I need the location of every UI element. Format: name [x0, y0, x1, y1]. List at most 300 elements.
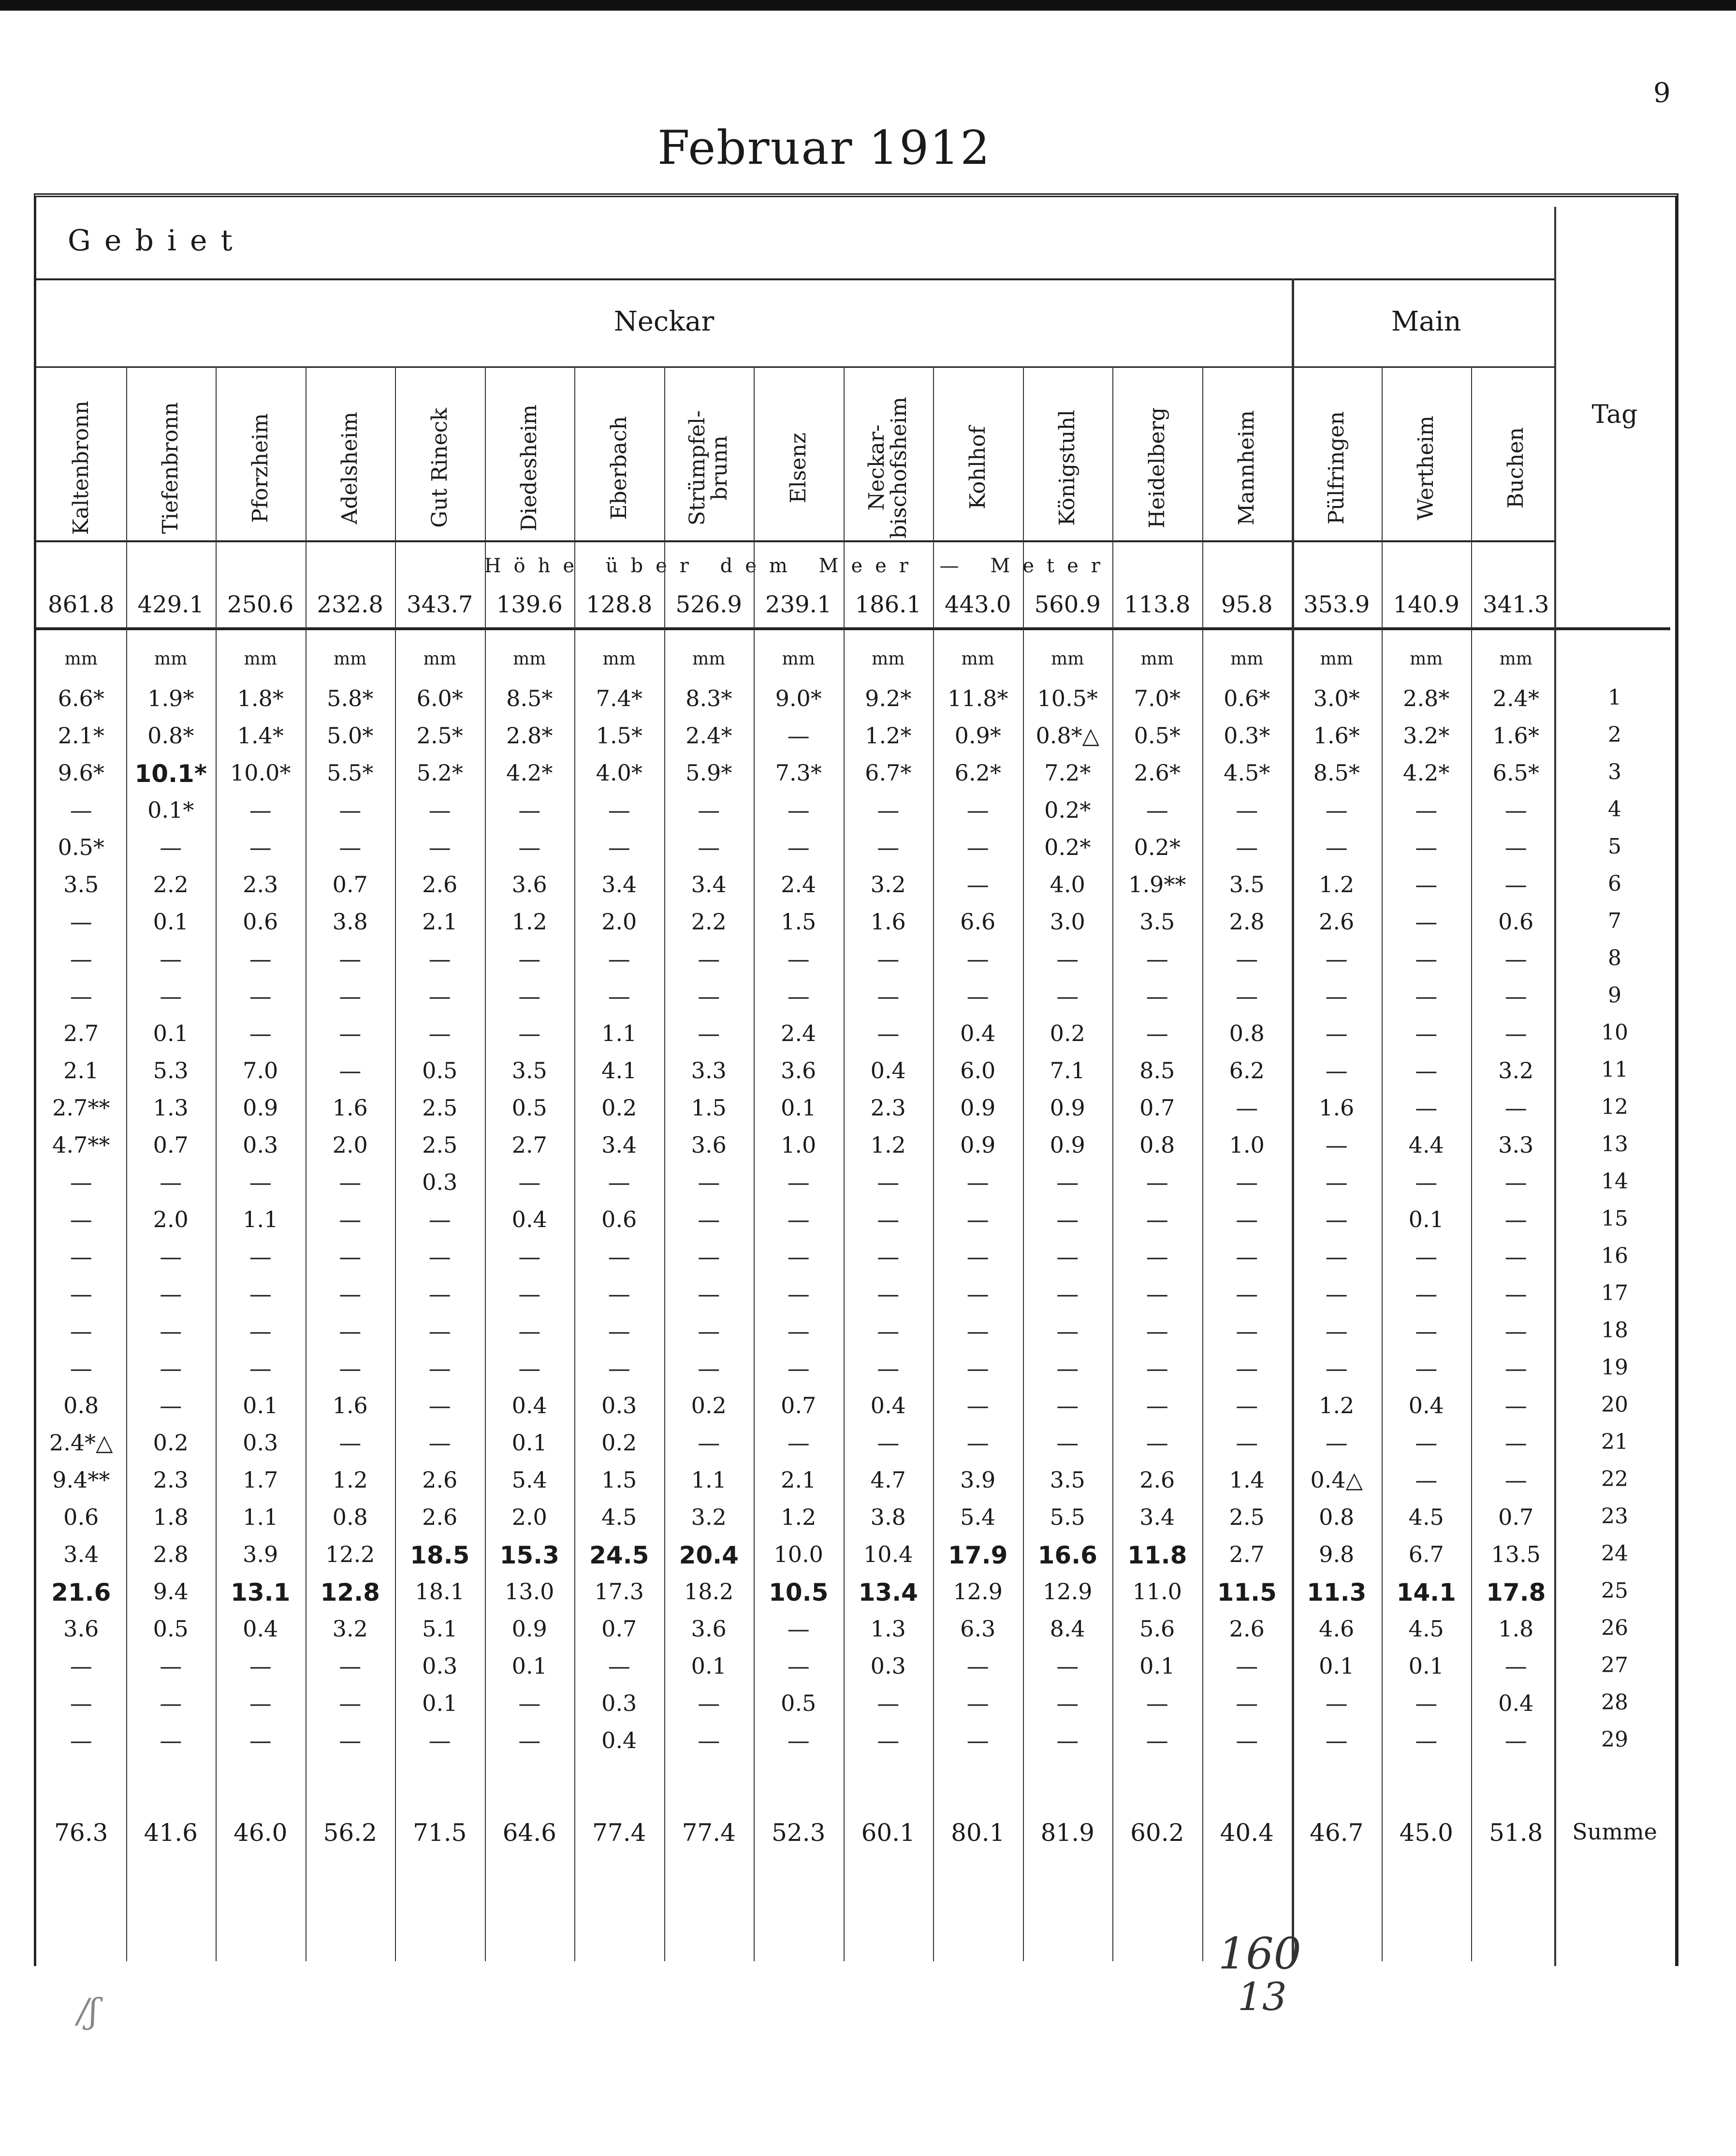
table-cell: —	[428, 1281, 451, 1307]
table-cell: —	[428, 1430, 451, 1456]
station-elevation: 560.9	[1034, 591, 1101, 618]
station-name: Gut Rineck	[427, 407, 452, 528]
monthly-sum: 77.4	[682, 1819, 736, 1847]
table-cell: 9.4	[153, 1578, 189, 1605]
table-cell: —	[1415, 1169, 1438, 1195]
table-cell: —	[518, 797, 541, 823]
table-cell: —	[608, 834, 630, 860]
table-cell: 9.8	[1319, 1541, 1355, 1567]
table-cell: —	[1236, 1206, 1258, 1232]
table-cell: —	[1325, 1318, 1348, 1344]
unit-label: mm	[1320, 649, 1353, 669]
table-cell: —	[428, 834, 451, 860]
unit-label: mm	[1410, 649, 1443, 669]
table-cell: 0.1	[243, 1392, 278, 1418]
table-cell: 4.2*	[506, 760, 553, 786]
table-cell: —	[1415, 1095, 1438, 1121]
table-cell: —	[1146, 946, 1168, 972]
table-cell: —	[877, 946, 900, 972]
table-cell: —	[787, 1430, 810, 1456]
day-number: 21	[1601, 1430, 1628, 1454]
table-cell: —	[966, 834, 989, 860]
day-number: 14	[1601, 1169, 1628, 1194]
table-cell: —	[1236, 946, 1258, 972]
monthly-sum: 81.9	[1040, 1819, 1094, 1847]
table-cell: —	[698, 797, 720, 823]
table-cell: 13.1	[231, 1578, 291, 1606]
table-cell: —	[249, 983, 272, 1009]
table-cell: —	[160, 1727, 182, 1753]
table-cell: —	[70, 1281, 92, 1307]
table-cell: —	[518, 1690, 541, 1716]
table-cell: 17.8	[1486, 1578, 1546, 1606]
table-cell: —	[787, 983, 810, 1009]
table-cell: 4.5	[1408, 1504, 1444, 1530]
table-cell: —	[1504, 1020, 1527, 1046]
table-cell: 3.6	[691, 1616, 727, 1642]
table-cell: 2.1	[781, 1467, 817, 1493]
table-cell: 0.2	[153, 1430, 189, 1456]
station-name: Tiefenbronn	[158, 402, 183, 534]
table-cell: —	[1415, 871, 1438, 897]
table-cell: —	[160, 1653, 182, 1679]
table-cell: —	[1325, 1244, 1348, 1270]
station-name: Wertheim	[1414, 415, 1439, 521]
table-cell: 0.9	[243, 1095, 278, 1121]
day-number: 10	[1601, 1020, 1628, 1045]
table-cell: —	[1236, 983, 1258, 1009]
table-cell: 0.4	[960, 1020, 996, 1046]
table-cell: —	[787, 1281, 810, 1307]
table-cell: —	[339, 1690, 362, 1716]
station-elevation: 443.0	[945, 591, 1011, 618]
table-cell: —	[698, 1430, 720, 1456]
table-cell: 4.1	[601, 1057, 637, 1084]
table-cell: —	[160, 983, 182, 1009]
table-cell: —	[428, 983, 451, 1009]
table-cell: —	[698, 946, 720, 972]
table-cell: —	[1236, 1653, 1258, 1679]
monthly-sum: 51.8	[1489, 1819, 1543, 1847]
table-cell: 3.5	[1050, 1467, 1085, 1493]
table-cell: 2.4	[781, 1020, 817, 1046]
table-cell: —	[1146, 983, 1168, 1009]
day-number: 24	[1601, 1541, 1628, 1566]
table-cell: 3.5	[511, 1057, 547, 1084]
station-header	[664, 381, 754, 555]
monthly-sum: 46.0	[233, 1819, 288, 1847]
table-cell: 0.3*	[1224, 723, 1270, 749]
table-cell: 2.8*	[506, 723, 553, 749]
table-cell: 11.5	[1217, 1578, 1277, 1606]
table-cell: 6.3	[960, 1616, 996, 1642]
table-cell: —	[1146, 1727, 1168, 1753]
unit-label: mm	[1140, 649, 1174, 669]
table-cell: 2.1	[63, 1057, 99, 1084]
table-cell: —	[966, 1690, 989, 1716]
table-cell: 12.9	[1043, 1578, 1093, 1605]
table-cell: 0.1	[153, 1020, 189, 1046]
table-cell: —	[1415, 1244, 1438, 1270]
table-cell: —	[1056, 1430, 1079, 1456]
table-cell: 4.5	[601, 1504, 637, 1530]
table-cell: —	[1415, 909, 1438, 935]
table-cell: 5.8*	[327, 685, 374, 711]
table-cell: —	[339, 1355, 362, 1381]
table-cell: 3.3	[1498, 1132, 1534, 1158]
table-cell: 6.2	[1229, 1057, 1265, 1084]
table-cell: 5.3	[153, 1057, 189, 1084]
table-cell: 1.4*	[237, 723, 284, 749]
day-column-header: Tag	[1591, 400, 1638, 429]
table-cell: —	[518, 1355, 541, 1381]
table-cell: —	[1236, 834, 1258, 860]
table-cell: —	[160, 946, 182, 972]
table-cell: —	[339, 1057, 362, 1084]
table-cell: 1.9*	[147, 685, 194, 711]
table-cell: —	[1415, 834, 1438, 860]
monthly-sum: 80.1	[951, 1819, 1005, 1847]
table-cell: —	[70, 1727, 92, 1753]
table-cell: —	[1056, 983, 1079, 1009]
table-cell: 4.4	[1408, 1132, 1444, 1158]
table-cell: 10.5*	[1037, 685, 1098, 711]
table-cell: —	[1504, 1281, 1527, 1307]
table-cell: 1.1	[601, 1020, 637, 1046]
table-cell: 1.2	[511, 909, 547, 935]
day-number: 29	[1601, 1727, 1628, 1752]
table-cell: 0.7	[153, 1132, 189, 1158]
station-name: Neckar- bischofsheim	[864, 397, 912, 539]
day-number: 16	[1601, 1244, 1628, 1268]
table-cell: —	[877, 1169, 900, 1195]
table-cell: 3.6	[691, 1132, 727, 1158]
table-cell: 0.3	[422, 1169, 458, 1195]
table-cell: 2.0	[511, 1504, 547, 1530]
table-cell: 3.5	[1139, 909, 1175, 935]
station-header	[844, 381, 934, 555]
table-cell: —	[698, 1727, 720, 1753]
table-cell: —	[787, 1727, 810, 1753]
day-number: 7	[1608, 909, 1621, 933]
table-cell: —	[877, 1281, 900, 1307]
table-cell: 0.2	[601, 1430, 637, 1456]
table-cell: —	[339, 1169, 362, 1195]
table-cell: 4.0	[1050, 871, 1085, 897]
table-cell: 11.3	[1307, 1578, 1367, 1606]
table-cell: —	[70, 1318, 92, 1344]
unit-label: mm	[334, 649, 367, 669]
unit-label: mm	[1230, 649, 1264, 669]
unit-label: mm	[602, 649, 636, 669]
table-cell: 2.7	[63, 1020, 99, 1046]
table-cell: 0.4	[511, 1392, 547, 1418]
station-header	[1112, 381, 1202, 555]
table-cell: —	[1236, 1430, 1258, 1456]
table-cell: 2.5	[422, 1132, 458, 1158]
table-cell: —	[249, 1020, 272, 1046]
table-cell: 5.2*	[416, 760, 463, 786]
table-cell: 2.3	[243, 871, 278, 897]
unit-label: mm	[782, 649, 815, 669]
table-cell: —	[966, 1430, 989, 1456]
station-header	[1382, 381, 1472, 555]
table-cell: 7.1	[1050, 1057, 1085, 1084]
monthly-sum: 77.4	[592, 1819, 646, 1847]
table-cell: —	[1056, 1318, 1079, 1344]
table-cell: 0.3	[422, 1653, 458, 1679]
table-cell: —	[1325, 1727, 1348, 1753]
table-cell: 2.6	[422, 871, 458, 897]
station-header	[1292, 381, 1382, 555]
table-cell: —	[339, 1244, 362, 1270]
unit-label: mm	[1499, 649, 1532, 669]
table-cell: —	[1325, 946, 1348, 972]
table-cell: 2.2	[691, 909, 727, 935]
table-cell: 0.9	[960, 1095, 996, 1121]
station-elevation: 113.8	[1124, 591, 1191, 618]
table-cell: —	[877, 1690, 900, 1716]
table-cell: —	[698, 1169, 720, 1195]
table-cell: 4.5*	[1224, 760, 1270, 786]
table-cell: 9.6*	[58, 760, 104, 786]
table-cell: 7.0	[243, 1057, 278, 1084]
table-cell: 3.6	[63, 1616, 99, 1642]
table-cell: —	[1504, 1653, 1527, 1679]
table-cell: —	[1504, 1095, 1527, 1121]
table-cell: —	[339, 1206, 362, 1232]
table-cell: —	[1415, 1318, 1438, 1344]
table-cell: 1.9**	[1128, 871, 1186, 897]
table-cell: 0.7	[601, 1616, 637, 1642]
table-cell: —	[1325, 834, 1348, 860]
station-name: Strümpfel- brunn	[685, 410, 732, 526]
table-cell: 1.5	[781, 909, 817, 935]
table-cell: 3.2	[870, 871, 906, 897]
table-cell: 0.1	[781, 1095, 817, 1121]
table-cell: —	[1146, 1392, 1168, 1418]
table-cell: 1.8*	[237, 685, 284, 711]
table-cell: 4.7	[870, 1467, 906, 1493]
table-cell: —	[608, 1281, 630, 1307]
table-cell: —	[1415, 983, 1438, 1009]
table-cell: 8.3*	[686, 685, 732, 711]
rainfall-table	[34, 193, 1678, 1966]
group-header-main: Main	[1391, 306, 1461, 337]
table-cell: —	[966, 871, 989, 897]
table-cell: 0.4	[870, 1057, 906, 1084]
table-cell: 2.2	[153, 871, 189, 897]
table-cell: —	[1504, 1244, 1527, 1270]
table-cell: 10.1*	[134, 760, 207, 788]
table-cell: —	[1146, 1690, 1168, 1716]
station-header	[1202, 381, 1292, 555]
table-cell: 1.6	[870, 909, 906, 935]
table-cell: —	[339, 946, 362, 972]
station-elevation: 526.9	[675, 591, 742, 618]
table-cell: —	[966, 797, 989, 823]
table-cell: 7.3*	[775, 760, 822, 786]
table-cell: —	[518, 983, 541, 1009]
day-number: 19	[1601, 1355, 1628, 1380]
table-cell: —	[1146, 1318, 1168, 1344]
station-header	[485, 381, 575, 555]
table-cell: —	[1236, 1244, 1258, 1270]
table-cell: —	[1146, 1020, 1168, 1046]
table-cell: —	[787, 1318, 810, 1344]
table-cell: —	[428, 1318, 451, 1344]
table-cell: 0.5	[781, 1690, 817, 1716]
table-cell: 0.1*	[147, 797, 194, 823]
table-cell: —	[1056, 1653, 1079, 1679]
table-cell: —	[1056, 1355, 1079, 1381]
table-cell: 1.1	[243, 1206, 278, 1232]
region-label: Gebiet	[68, 224, 246, 258]
station-name: Kaltenbronn	[68, 401, 93, 535]
table-cell: —	[1236, 1727, 1258, 1753]
table-cell: —	[1504, 1467, 1527, 1493]
table-cell: —	[1504, 946, 1527, 972]
station-header	[933, 381, 1023, 555]
station-header	[306, 381, 395, 555]
table-cell: 0.8	[1139, 1132, 1175, 1158]
monthly-sum: 45.0	[1399, 1819, 1453, 1847]
station-name: Mannheim	[1234, 410, 1259, 526]
table-cell: 0.6	[1498, 909, 1534, 935]
table-cell: —	[1146, 1244, 1168, 1270]
table-cell: 0.8*△	[1036, 723, 1100, 749]
table-cell: 2.1*	[58, 723, 104, 749]
table-cell: —	[877, 1206, 900, 1232]
handwritten-note: 13	[1238, 1974, 1287, 2019]
table-cell: —	[1415, 1020, 1438, 1046]
table-cell: 1.6	[332, 1095, 368, 1121]
table-cell: 2.5	[1229, 1504, 1265, 1530]
table-cell: —	[160, 1281, 182, 1307]
table-cell: —	[1504, 1392, 1527, 1418]
table-cell: 0.2*	[1044, 797, 1091, 823]
table-cell: —	[428, 1727, 451, 1753]
table-cell: 5.0*	[327, 723, 374, 749]
table-cell: 1.3	[870, 1616, 906, 1642]
rule-below-groups	[36, 366, 1554, 368]
table-cell: —	[518, 1020, 541, 1046]
table-cell: 0.4	[1498, 1690, 1534, 1716]
station-elevation: 232.8	[317, 591, 383, 618]
table-cell: 0.9	[960, 1132, 996, 1158]
table-cell: —	[698, 834, 720, 860]
unit-label: mm	[423, 649, 456, 669]
station-header	[395, 381, 485, 555]
table-cell: —	[1325, 797, 1348, 823]
table-cell: 3.0*	[1313, 685, 1360, 711]
day-number: 8	[1608, 946, 1621, 970]
table-cell: —	[877, 1020, 900, 1046]
unit-label: mm	[961, 649, 994, 669]
table-cell: 4.5	[1408, 1616, 1444, 1642]
table-cell: —	[698, 1355, 720, 1381]
station-name: Heidelberg	[1144, 407, 1169, 529]
table-cell: —	[966, 1653, 989, 1679]
table-cell: 6.7	[1408, 1541, 1444, 1567]
table-cell: —	[249, 1281, 272, 1307]
table-cell: 4.6	[1319, 1616, 1355, 1642]
table-cell: 0.6	[63, 1504, 99, 1530]
unit-label: mm	[154, 649, 188, 669]
station-header	[126, 381, 216, 555]
monthly-sum: 76.3	[54, 1819, 108, 1847]
table-cell: —	[1415, 1467, 1438, 1493]
table-cell: 10.4	[863, 1541, 913, 1567]
day-number: 23	[1601, 1504, 1628, 1529]
day-number: 4	[1608, 797, 1621, 822]
station-header	[216, 381, 306, 555]
table-cell: 0.1	[511, 1653, 547, 1679]
table-cell: 1.7	[243, 1467, 278, 1493]
monthly-sum: 40.4	[1220, 1819, 1274, 1847]
station-elevation: 186.1	[855, 591, 921, 618]
table-cell: —	[1056, 1281, 1079, 1307]
table-cell: —	[1504, 834, 1527, 860]
table-cell: 18.2	[684, 1578, 734, 1605]
table-cell: —	[160, 1690, 182, 1716]
table-cell: —	[608, 797, 630, 823]
table-cell: 2.8*	[1403, 685, 1450, 711]
table-cell: 0.2	[1050, 1020, 1085, 1046]
table-cell: —	[249, 1318, 272, 1344]
table-cell: —	[1504, 1206, 1527, 1232]
table-cell: —	[160, 834, 182, 860]
table-cell: —	[787, 1169, 810, 1195]
monthly-sum: 60.2	[1130, 1819, 1184, 1847]
day-number: 3	[1608, 760, 1621, 784]
monthly-sum: 46.7	[1310, 1819, 1364, 1847]
table-cell: 7.0*	[1134, 685, 1181, 711]
table-cell: 3.2	[1498, 1057, 1534, 1084]
table-cell: —	[698, 1281, 720, 1307]
table-cell: 0.5*	[1134, 723, 1181, 749]
table-cell: 2.6	[422, 1467, 458, 1493]
table-cell: 21.6	[51, 1578, 111, 1606]
table-cell: —	[1056, 1169, 1079, 1195]
table-cell: 0.5	[153, 1616, 189, 1642]
group-header-neckar: Neckar	[613, 306, 715, 337]
table-cell: —	[698, 1244, 720, 1270]
table-cell: —	[249, 1355, 272, 1381]
table-cell: 16.6	[1037, 1541, 1097, 1569]
table-cell: 3.4	[601, 871, 637, 897]
monthly-sum: 71.5	[413, 1819, 467, 1847]
table-cell: —	[249, 1244, 272, 1270]
table-cell: 3.5	[1229, 871, 1265, 897]
station-elevation: 139.6	[496, 591, 563, 618]
table-cell: —	[428, 797, 451, 823]
table-cell: —	[1236, 1095, 1258, 1121]
unit-label: mm	[1051, 649, 1084, 669]
table-cell: 6.7*	[865, 760, 912, 786]
table-cell: —	[1146, 797, 1168, 823]
table-cell: —	[966, 1318, 989, 1344]
station-name: Pülfringen	[1324, 411, 1349, 525]
table-cell: 1.6	[332, 1392, 368, 1418]
table-cell: 1.5*	[596, 723, 642, 749]
table-cell: —	[1415, 1727, 1438, 1753]
table-cell: —	[966, 1281, 989, 1307]
table-cell: 0.2*	[1044, 834, 1091, 860]
table-cell: 2.0	[153, 1206, 189, 1232]
day-number: 12	[1601, 1095, 1628, 1119]
day-number: 17	[1601, 1281, 1628, 1305]
